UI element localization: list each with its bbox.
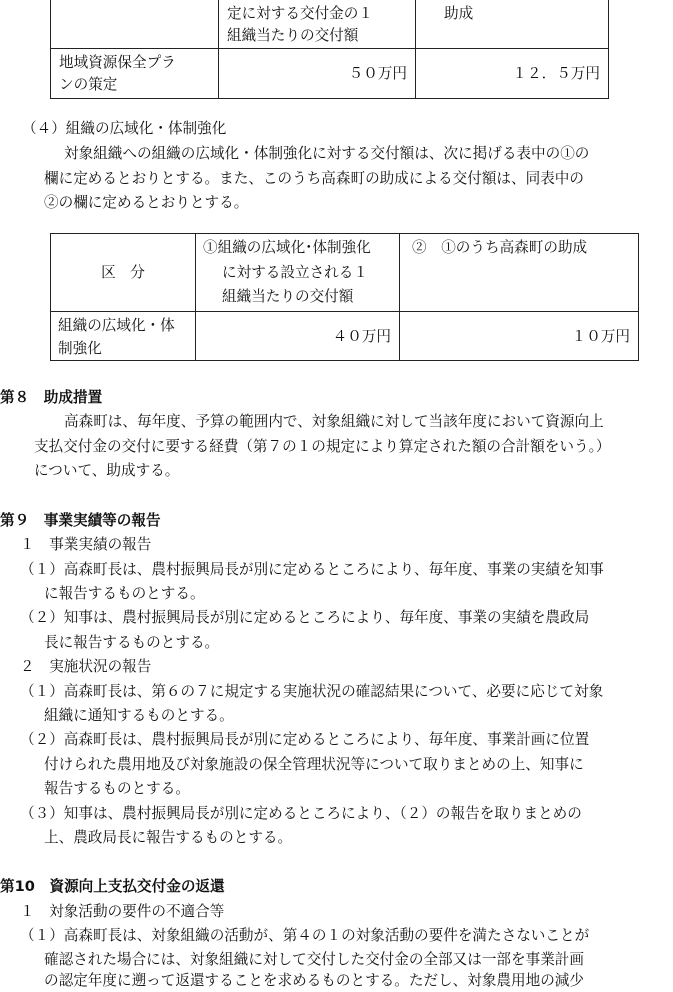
table1-r1-amount2: １２．５万円 bbox=[512, 65, 600, 82]
table1-r0c2-line2: 組織当たりの交付額 bbox=[227, 27, 359, 44]
article9-line-3: に報告するものとする。 bbox=[44, 585, 205, 602]
table2-col2-line3: 組織当たりの交付額 bbox=[222, 288, 354, 305]
article9-line-5: 長に報告するものとする。 bbox=[44, 634, 220, 651]
table2-header-col2 bbox=[195, 233, 400, 312]
table2-row1-amount2 bbox=[399, 311, 639, 361]
table1-r0c2-line1: 定に対する交付金の１ bbox=[227, 5, 373, 22]
section4-body-line1: 対象組織への組織の広域化・体制強化に対する交付額は、次に掲げる表中の①の bbox=[64, 145, 590, 162]
table2-col3-text: ② ①のうち高森町の助成 bbox=[412, 239, 588, 256]
table2-header-col3 bbox=[399, 233, 639, 312]
table1-cell-r1c3 bbox=[415, 48, 609, 99]
article9-line-11: 報告するものとする。 bbox=[44, 780, 190, 797]
article9-line-6: ２ 実施状況の報告 bbox=[20, 658, 152, 675]
article10-heading: 第10 資源向上支払交付金の返還 bbox=[0, 878, 225, 895]
article8-body-line3: について、助成する。 bbox=[34, 462, 180, 479]
article9-line-2: （１）高森町長は、農村振興局長が別に定めるところにより、毎年度、事業の実績を知事 bbox=[20, 561, 604, 578]
section4-body-line2: 欄に定めるとおりとする。また、このうち高森町の助成による交付額は、同表中の bbox=[44, 170, 584, 187]
table1-cell-r0c3 bbox=[415, 0, 609, 49]
article9-line-10: 付けられた農用地及び対象施設の保全管理状況等について取りまとめの上、知事に bbox=[44, 756, 584, 773]
table2-r1-label-line2: 制強化 bbox=[58, 340, 102, 357]
article9-line-9: （２）高森町長は、農村振興局長が別に定めるところにより、毎年度、事業計画に位置 bbox=[20, 731, 590, 748]
article9-line-12: （３）知事は、農村振興局長が別に定めるところにより、（２）の報告を取りまとめの bbox=[20, 805, 582, 822]
article9-line-8: 組織に通知するものとする。 bbox=[44, 707, 234, 724]
table2-r1-amount2-text: １０万円 bbox=[571, 328, 630, 345]
table2-col2-line2: に対する設立される１ bbox=[222, 264, 368, 281]
article10-line-2: （１）高森町長は、対象組織の活動が、第４の１の対象活動の要件を満たさないことが bbox=[20, 927, 590, 944]
article8-body-line2: 支払交付金の交付に要する経費（第７の１の規定により算定された額の合計額をいう。） bbox=[34, 438, 611, 455]
table1-r1-label-line2: ンの策定 bbox=[59, 76, 118, 93]
table1-cell-r1c1 bbox=[50, 48, 219, 99]
table2-r1-amount1-text: ４０万円 bbox=[332, 328, 391, 345]
table2-col2-line1: ①組織の広域化･体制強化 bbox=[203, 239, 371, 256]
table1-r1-label-line1: 地域資源保全プラ bbox=[59, 54, 176, 71]
article10-line-4: の認定年度に遡って返還することを求めるものとする。ただし、対象農用地の減少 bbox=[44, 972, 584, 989]
article10-line-1: １ 対象活動の要件の不適合等 bbox=[20, 903, 225, 920]
article9-line-1: １ 事業実績の報告 bbox=[20, 536, 152, 553]
article8-heading: 第８ 助成措置 bbox=[0, 389, 103, 406]
article9-heading: 第９ 事業実績等の報告 bbox=[0, 512, 161, 529]
table2-row1-amount1 bbox=[195, 311, 400, 361]
article9-line-7: （１）高森町長は、第６の７に規定する実施状況の確認結果について、必要に応じて対象 bbox=[20, 683, 604, 700]
table2-row1-label bbox=[50, 311, 196, 361]
table1-cell-r1c2 bbox=[218, 48, 416, 99]
table2-header-kubun bbox=[50, 233, 196, 312]
article9-line-4: （２）知事は、農村振興局長が別に定めるところにより、毎年度、事業の実績を農政局 bbox=[20, 609, 590, 626]
section4-body-line3: ②の欄に定めるとおりとする。 bbox=[44, 194, 249, 211]
article9-line-13: 上、農政局長に報告するものとする。 bbox=[44, 829, 293, 846]
table1-cell-r0c1 bbox=[50, 0, 219, 49]
article10-line-3: 確認された場合には、対象組織に対して交付した交付金の全部又は一部を事業計画 bbox=[44, 951, 584, 968]
table2-kubun-label: 区 分 bbox=[101, 264, 145, 281]
table1-r1-amount1: ５０万円 bbox=[348, 65, 407, 82]
table1-cell-r0c2 bbox=[218, 0, 416, 49]
table2-r1-label-line1: 組織の広域化・体 bbox=[58, 317, 175, 334]
article8-body-line1: 高森町は、毎年度、予算の範囲内で、対象組織に対して当該年度において資源向上 bbox=[64, 413, 604, 430]
table1-r0c3-text: 助成 bbox=[444, 5, 474, 22]
section4-heading: （４）組織の広域化・体制強化 bbox=[22, 120, 227, 137]
